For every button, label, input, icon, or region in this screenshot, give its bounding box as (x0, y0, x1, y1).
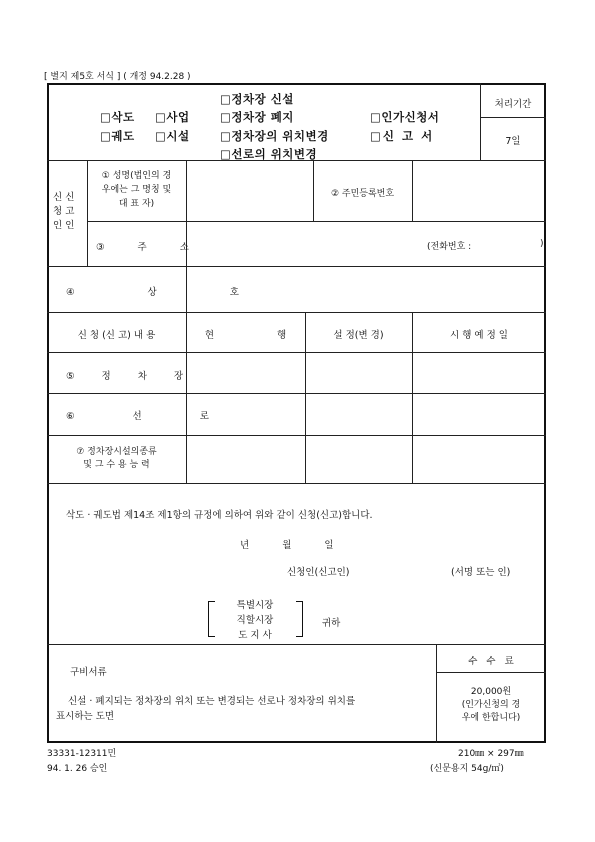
setting-header: 설 정(변 경) (333, 330, 384, 341)
sign-note: (서명 또는 인) (451, 567, 511, 578)
option-station-relocate-checkbox[interactable]: □정차장의 위치변경 (220, 129, 329, 143)
station-row-label: ⑤ 정 차 장 (66, 371, 184, 382)
phone-label: (전화번호 : (427, 242, 472, 252)
applicant-group-line: 인 인 (53, 220, 75, 231)
authority-list (214, 598, 296, 643)
applicant-group-label (53, 191, 74, 233)
name-field[interactable] (187, 161, 312, 220)
fee-note-line: (인가신청의 경 (461, 700, 521, 710)
content-header: 신 청 (신 고) 내 용 (77, 330, 156, 341)
fee-amount: 20,000원 (470, 687, 512, 697)
phone-close-paren: ) (540, 239, 544, 249)
address-field[interactable] (187, 222, 545, 265)
option-station-abolish-checkbox[interactable]: □정차장 폐지 (220, 110, 294, 124)
approval-date: 94. 1. 26 승인 (47, 764, 108, 774)
name-label-line: 우에는 그 명칭 및 (101, 185, 172, 195)
paper-type: (신문용지 54g/㎡) (430, 764, 504, 774)
documents-line: 표시하는 도면 (56, 711, 115, 722)
documents-title: 구비서류 (70, 667, 107, 678)
registration-number-field[interactable] (413, 161, 545, 220)
station-schedule-cell[interactable] (413, 353, 545, 392)
capacity-label-line: 및 그 수 용 능 력 (83, 460, 150, 470)
name-label (87, 169, 186, 211)
option-facility-checkbox[interactable]: □시설 (155, 129, 190, 143)
authority-item: 도 지 사 (238, 630, 272, 641)
option-gwedo-checkbox[interactable]: □궤도 (100, 129, 135, 143)
addressee-label: 귀하 (322, 618, 341, 629)
name-label-line: 대 표 자) (118, 199, 155, 209)
option-business-checkbox[interactable]: □사업 (155, 110, 190, 124)
date-line: 년 월 일 (240, 540, 334, 551)
right-bracket (296, 601, 303, 637)
capacity-schedule-cell[interactable] (413, 436, 545, 482)
statement-text: 삭도 · 궤도법 제14조 제1항의 규정에 의하여 위와 같이 신청(신고)합니다. (66, 510, 373, 521)
divider (47, 312, 546, 313)
divider (480, 83, 481, 160)
documents-item (56, 694, 431, 724)
form-code: 33331-12311민 (47, 749, 117, 759)
divider (480, 117, 546, 118)
option-report-checkbox[interactable]: □신 고 서 (370, 129, 435, 143)
option-station-new-checkbox[interactable]: □정차장 신설 (220, 92, 294, 106)
processing-period-label: 처리기간 (494, 99, 532, 110)
form-reference: [ 별지 제5호 서식 ] ( 개정 94.2.28 ) (44, 72, 191, 82)
line-current-cell[interactable] (187, 394, 304, 434)
divider (47, 483, 546, 484)
name-label-line: ① 성명(법인의 경 (101, 171, 172, 181)
station-setting-cell[interactable] (306, 353, 411, 392)
trade-name-label: ④ 상 호 (66, 287, 239, 298)
processing-period-value: 7일 (505, 136, 521, 147)
capacity-setting-cell[interactable] (306, 436, 411, 482)
capacity-current-cell[interactable] (187, 436, 304, 482)
fee-note-line: 우에 한합니다) (461, 713, 521, 723)
authority-item: 직할시장 (236, 615, 274, 626)
line-schedule-cell[interactable] (413, 394, 545, 434)
authority-item: 특별시장 (236, 600, 274, 611)
divider (47, 644, 546, 645)
divider (436, 672, 546, 673)
trade-name-field[interactable] (187, 267, 545, 311)
option-sakdo-checkbox[interactable]: □삭도 (100, 110, 135, 124)
capacity-label-line: ⑦ 정차장시설의종류 (76, 447, 157, 457)
current-header: 현 행 (204, 330, 287, 341)
option-line-relocate-checkbox[interactable]: □선로의 위치변경 (220, 147, 318, 161)
documents-line: 신설 · 폐지되는 정차장의 위치 또는 변경되는 선로나 정차장의 위치를 (68, 696, 356, 707)
fee-label: 수 수 료 (468, 656, 514, 667)
fee-details (436, 686, 546, 725)
registration-number-label: ② 주민등록번호 (330, 189, 395, 199)
address-label: ③ 주 소 (96, 242, 189, 253)
line-setting-cell[interactable] (306, 394, 411, 434)
line-row-label: ⑥ 선 로 (66, 411, 209, 422)
option-application-checkbox[interactable]: □인가신청서 (370, 110, 440, 124)
signer-label: 신청인(신고인) (287, 567, 350, 578)
capacity-label (47, 446, 186, 472)
applicant-group-line: 청 고 (53, 206, 75, 217)
applicant-group-line: 신 신 (53, 192, 75, 203)
station-current-cell[interactable] (187, 353, 304, 392)
paper-size: 210㎜ × 297㎜ (458, 749, 524, 759)
schedule-header: 시 행 예 정 일 (450, 330, 508, 341)
